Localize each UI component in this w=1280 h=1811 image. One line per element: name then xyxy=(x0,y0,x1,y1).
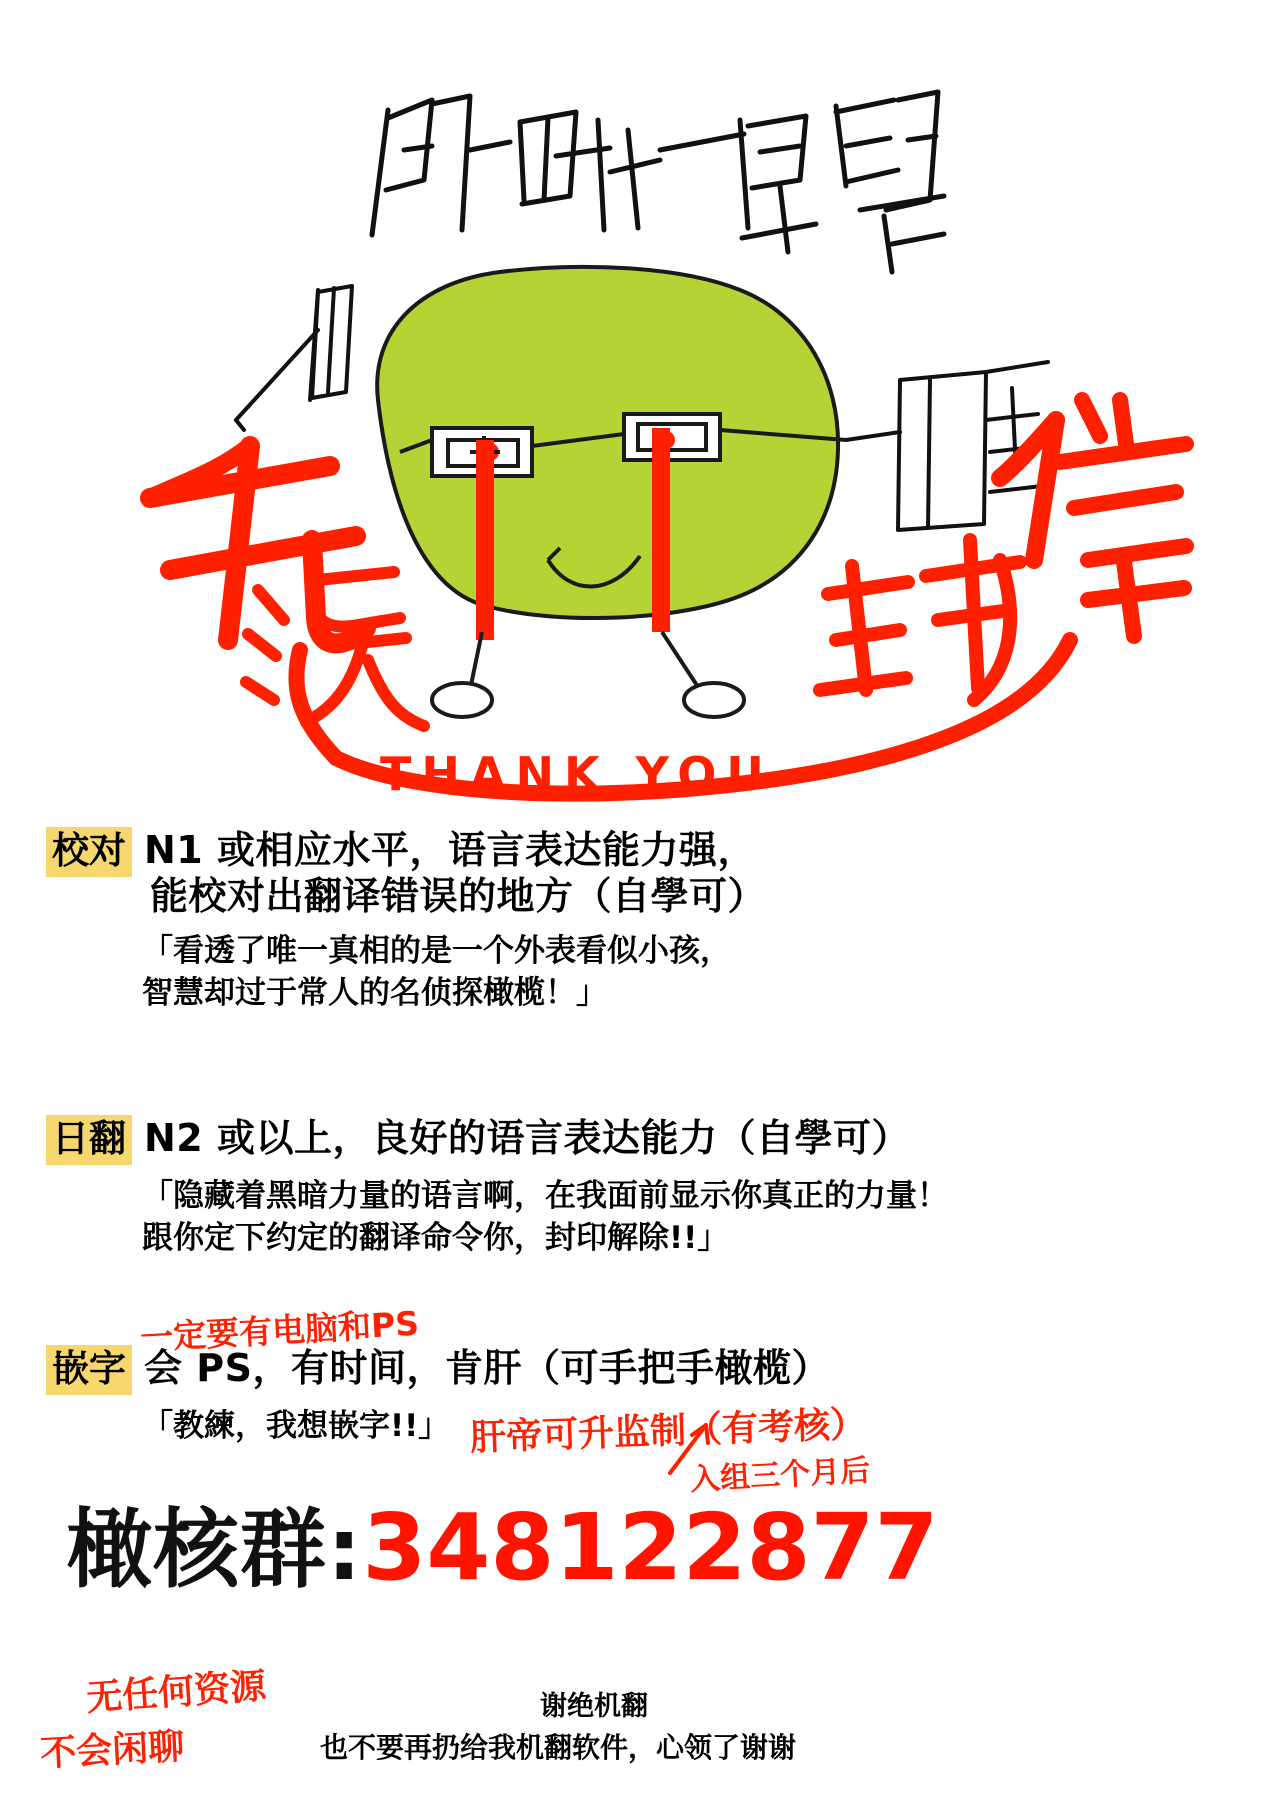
handwritten-join-three-months: 入组三个月后 xyxy=(689,1453,871,1498)
quote-line-1: 「看透了唯一真相的是一个外表看似小孩， xyxy=(142,932,731,969)
footer-note-no-machine-translation: 谢绝机翻 xyxy=(540,1691,648,1722)
red-bar-left xyxy=(476,440,494,640)
handwritten-no-resources: 无任何资源 xyxy=(84,1665,268,1720)
role-tag-proofread: 校对 xyxy=(46,827,132,877)
requirement-head xyxy=(46,1115,1246,1165)
requirement-line-1: 会 PS，有时间，肯肝（可手把手橄榄） xyxy=(144,1346,830,1390)
requirement-block-translate xyxy=(46,1115,1246,1260)
quote-line-1: 「教練，我想嵌字!!」 xyxy=(142,1407,450,1444)
requirement-quote xyxy=(142,930,1246,1016)
handwritten-gan-di: 肝帝可升监制（有考核） xyxy=(469,1404,867,1459)
requirement-line-1: N1 或相应水平，语言表达能力强， xyxy=(144,828,756,872)
handwritten-arrow-icon xyxy=(660,1415,730,1475)
quote-line-2: 智慧却过于常人的名侦探橄榄！」 xyxy=(142,975,607,1012)
handwritten-need-pc-ps: 一定要有电脑和PS xyxy=(139,1303,420,1358)
illustration-area xyxy=(0,0,1280,820)
requirement-main-text xyxy=(144,1115,910,1161)
qq-group-number: 348122877 xyxy=(362,1494,939,1601)
requirement-line-2: 能校对出翻译错误的地方（自學可） xyxy=(150,874,767,919)
qq-group-label: 橄核群: xyxy=(66,1500,363,1600)
requirement-line-1: N2 或以上，良好的语言表达能力（自學可） xyxy=(144,1116,910,1160)
qq-group-line xyxy=(66,1480,939,1604)
handwritten-no-chat: 不会闲聊 xyxy=(39,1726,186,1775)
red-bar-right xyxy=(652,428,670,632)
role-tag-typeset: 嵌字 xyxy=(46,1345,132,1395)
quote-line-1: 「隐藏着黑暗力量的语言啊，在我面前显示你真正的力量！ xyxy=(142,1177,948,1214)
requirement-block-proofread xyxy=(46,827,1246,1015)
requirement-quote xyxy=(142,1175,1246,1261)
quote-line-2: 跟你定下约定的翻译命令你，封印解除!!」 xyxy=(142,1220,729,1257)
handwritten-title-scribble xyxy=(372,92,944,272)
footer-note-no-software: 也不要再扔给我机翻软件，心领了谢谢 xyxy=(320,1731,797,1764)
requirement-head xyxy=(46,827,1246,920)
thank-you-text: THANK YOU xyxy=(380,747,774,801)
legs xyxy=(432,632,744,717)
role-tag-translate: 日翻 xyxy=(46,1115,132,1165)
requirement-main-text xyxy=(144,827,766,920)
